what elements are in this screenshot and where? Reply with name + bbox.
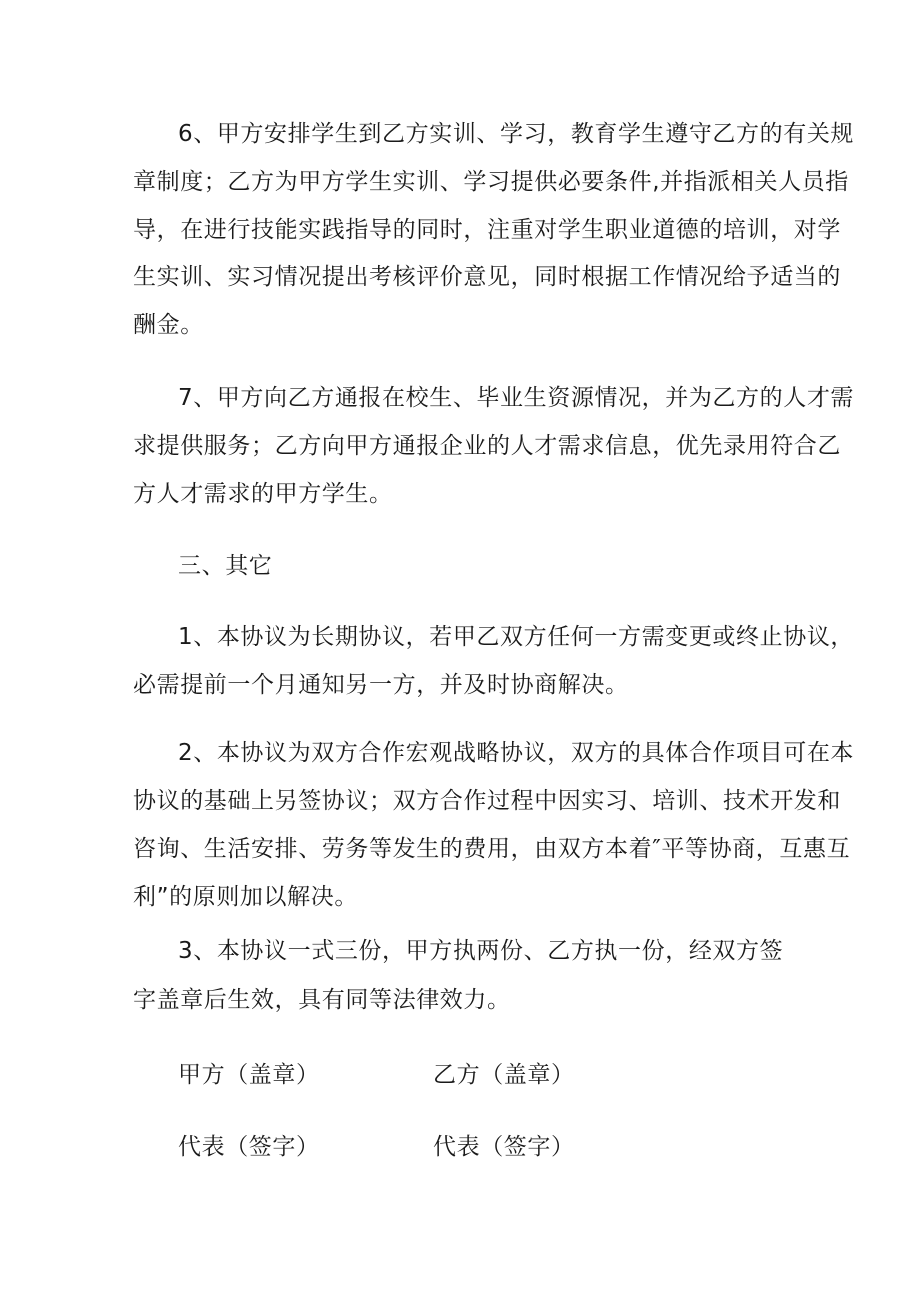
section-3-heading: 三、其它 [178,553,273,579]
clause-6-line-5: 酬金。 [133,312,204,338]
clause-6-line-4: 生实训、实习情况提出考核评价意见，同时根据工作情况给予适当的 [133,264,841,290]
item-2-line-1: 2、本协议为双方合作宏观战略协议，双方的具体合作项目可在本 [178,740,855,766]
item-2-line-2: 协议的基础上另签协议；双方合作过程中因实习、培训、技术开发和 [133,788,841,814]
clause-7-line-3: 方人才需求的甲方学生。 [133,481,393,507]
clause-6-line-2: 章制度；乙方为甲方学生实训、学习提供必要条件,并指派相关人员指 [133,169,849,195]
item-1-line-1: 1、本协议为长期协议，若甲乙双方任何一方需变更或终止协议， [178,624,855,650]
party-b-seal-label: 乙方（盖章） [433,1062,575,1088]
item-2-line-3: 咨询、生活安排、劳务等发生的费用，由双方本着″平等协商，互惠互 [133,836,851,862]
item-3-line-1: 3、本协议一式三份，甲方执两份、乙方执一份，经双方签 [178,938,784,964]
clause-7-line-1: 7、甲方向乙方通报在校生、毕业生资源情况，并为乙方的人才需 [178,385,855,411]
clause-7-line-2: 求提供服务；乙方向甲方通报企业的人才需求信息，优先录用符合乙 [133,433,841,459]
item-3-line-2: 字盖章后生效，具有同等法律效力。 [133,987,511,1013]
item-1-line-2: 必需提前一个月通知另一方，并及时协商解决。 [133,672,629,698]
party-a-seal-label: 甲方（盖章） [178,1062,320,1088]
clause-6-line-1: 6、甲方安排学生到乙方实训、学习，教育学生遵守乙方的有关规 [178,121,855,147]
party-a-rep-label: 代表（签字） [178,1134,320,1160]
party-b-rep-label: 代表（签字） [433,1134,575,1160]
clause-6-line-3: 导，在进行技能实践指导的同时，注重对学生职业道德的培训，对学 [133,217,841,243]
item-2-line-4: 利”的原则加以解决。 [133,884,358,910]
